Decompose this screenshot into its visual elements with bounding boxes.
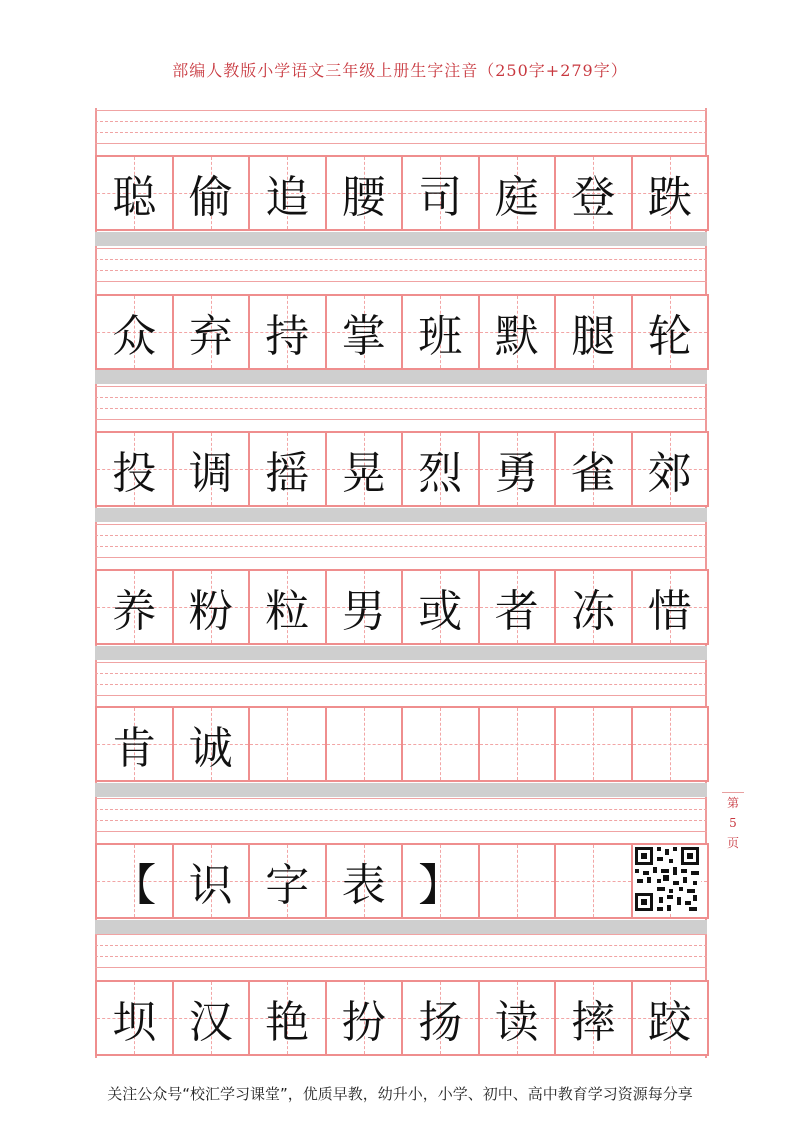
character: 轮 — [647, 311, 692, 362]
character-cell — [554, 155, 633, 231]
character-row — [95, 980, 707, 1056]
character: 勇 — [494, 448, 539, 499]
pinyin-lines — [95, 248, 707, 294]
separator-band — [95, 646, 707, 660]
character — [250, 708, 325, 780]
page-number-marker — [722, 792, 744, 853]
character: 默 — [494, 311, 539, 362]
character: 摇 — [265, 448, 310, 499]
character: 粉 — [188, 586, 233, 637]
character-cell — [325, 706, 404, 782]
character: 司 — [418, 172, 463, 223]
character-cell — [631, 706, 710, 782]
character-cell — [95, 569, 174, 645]
qr-code-icon — [633, 845, 701, 913]
character-cell — [401, 431, 480, 507]
character-cell — [325, 843, 404, 919]
character: 摔 — [571, 997, 616, 1048]
character: 男 — [341, 586, 386, 637]
character-cell — [478, 980, 557, 1056]
character-row — [95, 294, 707, 370]
character: 汉 — [188, 997, 233, 1048]
character-cell — [248, 294, 327, 370]
character: 表 — [341, 860, 386, 911]
character-cell — [478, 431, 557, 507]
character: 粒 — [265, 586, 310, 637]
character — [327, 708, 402, 780]
page-label-top: 第 — [726, 796, 739, 810]
character-cell — [172, 294, 251, 370]
pinyin-lines — [95, 798, 707, 844]
pinyin-lines — [95, 524, 707, 570]
character: 偷 — [188, 172, 233, 223]
character: 郊 — [647, 448, 692, 499]
character: 养 — [112, 586, 157, 637]
character — [556, 708, 631, 780]
character-cell — [95, 155, 174, 231]
pinyin-lines — [95, 662, 707, 708]
character — [633, 708, 708, 780]
character-cell — [248, 706, 327, 782]
character: 艳 — [265, 997, 310, 1048]
character-cell — [631, 294, 710, 370]
separator-band — [95, 232, 707, 246]
character: 雀 — [571, 448, 616, 499]
character: 投 — [112, 448, 157, 499]
pinyin-lines — [95, 386, 707, 432]
character-row — [95, 843, 707, 919]
character-cell — [478, 706, 557, 782]
character: 班 — [418, 311, 463, 362]
character: 或 — [418, 586, 463, 637]
character: 者 — [494, 586, 539, 637]
character-cell — [554, 706, 633, 782]
character: 扮 — [341, 997, 386, 1048]
character: 弃 — [188, 311, 233, 362]
character: 烈 — [418, 448, 463, 499]
character-cell — [401, 569, 480, 645]
character-cell — [172, 569, 251, 645]
character-cell — [631, 155, 710, 231]
character-cell — [95, 294, 174, 370]
character-cell — [325, 155, 404, 231]
character: 肯 — [112, 723, 157, 774]
character: 字 — [265, 860, 310, 911]
character-cell — [478, 569, 557, 645]
character-cell — [631, 569, 710, 645]
footer-text: 关注公众号“校汇学习课堂”，优质早教，幼升小，小学、初中、高中教育学习资源每分享 — [107, 1085, 693, 1103]
character-cell — [172, 431, 251, 507]
character-cell — [325, 294, 404, 370]
character: 登 — [571, 172, 616, 223]
character-cell — [478, 294, 557, 370]
character-cell — [248, 155, 327, 231]
character: 掌 — [341, 311, 386, 362]
character: 坝 — [112, 997, 157, 1048]
character: 冻 — [571, 586, 616, 637]
character-cell — [95, 431, 174, 507]
character — [480, 708, 555, 780]
character: 诚 — [188, 723, 233, 774]
character-cell — [478, 155, 557, 231]
character-cell — [248, 980, 327, 1056]
character: 跌 — [647, 172, 692, 223]
character: 跤 — [647, 997, 692, 1048]
character-cell — [325, 980, 404, 1056]
character: 庭 — [494, 172, 539, 223]
character-cell — [554, 294, 633, 370]
character-cell — [401, 294, 480, 370]
character-cell — [95, 843, 174, 919]
character: 晃 — [341, 448, 386, 499]
character: 腰 — [341, 172, 386, 223]
character-cell — [172, 843, 251, 919]
character-cell — [554, 980, 633, 1056]
separator-band — [95, 783, 707, 797]
character — [480, 845, 555, 917]
character-cell — [95, 980, 174, 1056]
character-row — [95, 431, 707, 507]
character-cell — [172, 706, 251, 782]
character-row — [95, 155, 707, 231]
character — [556, 845, 631, 917]
character: 读 — [494, 997, 539, 1048]
page-number: 5 — [729, 816, 737, 830]
character-cell — [401, 155, 480, 231]
character-cell — [401, 980, 480, 1056]
character: 惜 — [647, 586, 692, 637]
character-cell — [248, 431, 327, 507]
character-cell — [401, 706, 480, 782]
character: 扬 — [418, 997, 463, 1048]
separator-band — [95, 920, 707, 934]
character-cell — [554, 569, 633, 645]
separator-band — [95, 370, 707, 384]
character-cell — [554, 431, 633, 507]
character-cell — [554, 843, 633, 919]
pinyin-lines — [95, 934, 707, 980]
character-cell — [325, 569, 404, 645]
page-label-bottom: 页 — [726, 836, 739, 850]
character-cell — [631, 980, 710, 1056]
character-row — [95, 706, 707, 782]
character: 识 — [188, 860, 233, 911]
character: 腿 — [571, 311, 616, 362]
character-row — [95, 569, 707, 645]
character-cell — [401, 843, 480, 919]
character: 】 — [418, 860, 463, 911]
separator-band — [95, 508, 707, 522]
character-cell — [172, 980, 251, 1056]
character: 聪 — [112, 172, 157, 223]
character-cell — [248, 569, 327, 645]
character-cell — [631, 431, 710, 507]
character: 众 — [112, 311, 157, 362]
character-cell — [248, 843, 327, 919]
character: 追 — [265, 172, 310, 223]
character-cell — [95, 706, 174, 782]
pinyin-lines — [95, 110, 707, 156]
character: 调 — [188, 448, 233, 499]
page-title: 部编人教版小学语文三年级上册生字注音（250字+279字） — [172, 61, 628, 80]
character-cell — [172, 155, 251, 231]
character — [403, 708, 478, 780]
character-cell — [478, 843, 557, 919]
character: 【 — [112, 860, 157, 911]
character: 持 — [265, 311, 310, 362]
character-cell — [325, 431, 404, 507]
